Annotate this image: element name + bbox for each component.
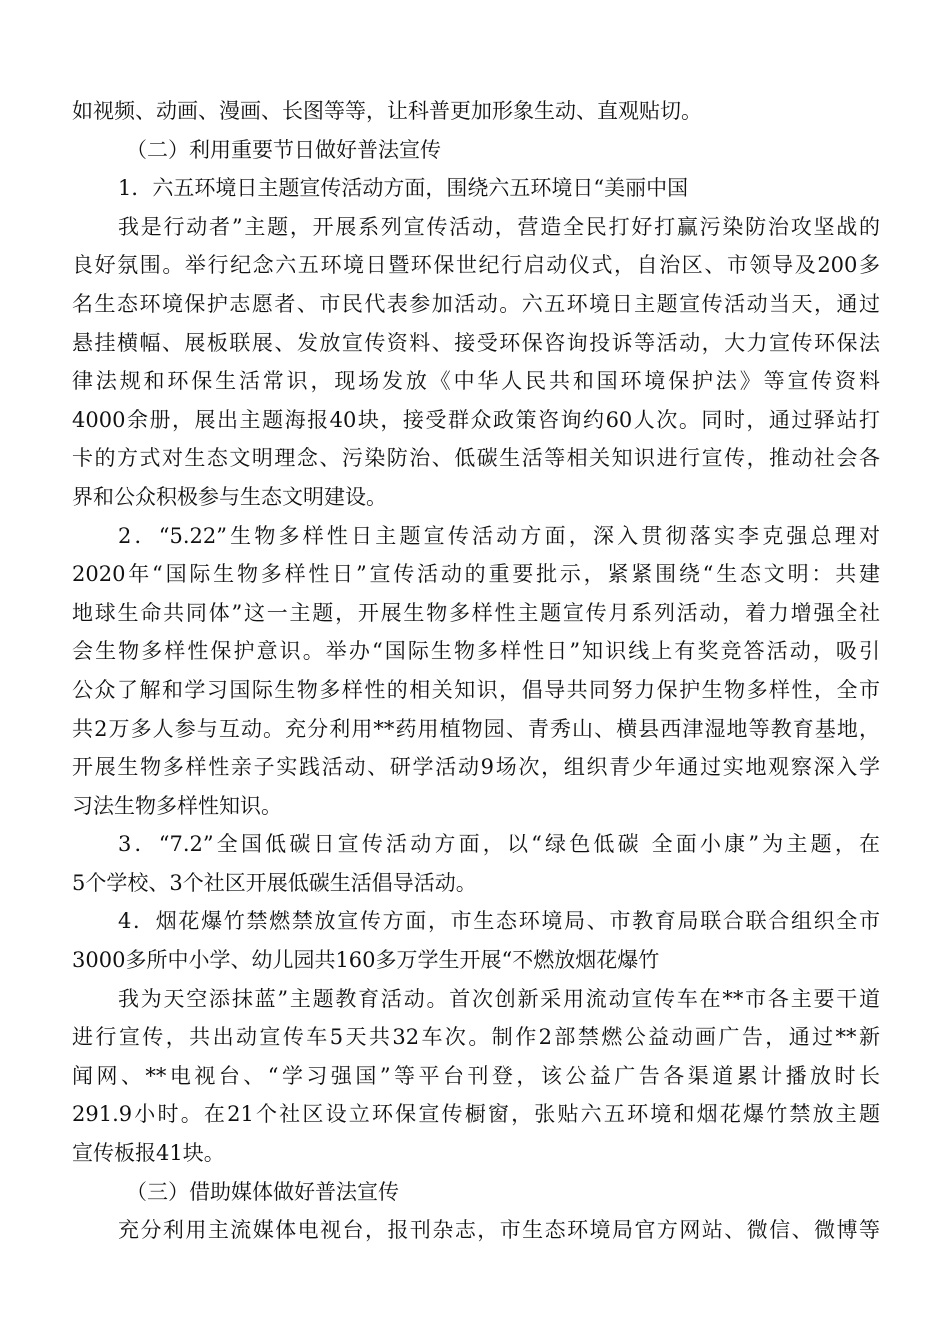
text-line: 进行宣传，共出动宣传车5天共32车次。制作2部禁燃公益动画广告，通过**新 [72,1025,880,1050]
text-line: 习法生物多样性知识。 [72,793,282,818]
text-line: 悬挂横幅、展板联展、发放宣传资料、接受环保咨询投诉等活动，大力宣传环保法 [72,330,880,355]
text-line: 开展生物多样性亲子实践活动、研学活动9场次，组织青少年通过实地观察深入学 [72,755,880,780]
text-line: 卡的方式对生态文明理念、污染防治、低碳生活等相关知识进行宣传，推动社会各 [72,446,880,471]
text-line: 291.9小时。在21个社区设立环保宣传橱窗，张贴六五环境和烟花爆竹禁放主题 [72,1102,880,1127]
text-line: 名生态环境保护志愿者、市民代表参加活动。六五环境日主题宣传活动当天，通过 [72,291,880,316]
text-line: 我为天空添抹蓝”主题教育活动。首次创新采用流动宣传车在**市各主要干道 [118,986,880,1011]
text-line: 公众了解和学习国际生物多样性的相关知识，倡导共同努力保护生物多样性，全市 [72,677,880,702]
text-line: 5个学校、3个社区开展低碳生活倡导活动。 [72,870,477,895]
text-line: 我是行动者”主题，开展系列宣传活动，营造全民打好打赢污染防治攻坚战的 [118,214,880,239]
text-line: 充分利用主流媒体电视台，报刊杂志，市生态环境局官方网站、微信、微博等 [118,1218,880,1243]
paragraph-heading: 3．“7.2”全国低碳日宣传活动方面，以“绿色低碳 全面小康”为主题，在 [118,832,880,857]
text-line: 地球生命共同体”这一主题，开展生物多样性主题宣传月系列活动，着力增强全社 [72,600,880,625]
paragraph-heading: 4．烟花爆竹禁燃禁放宣传方面，市生态环境局、市教育局联合联合组织全市 [118,909,880,934]
section-heading: （二）利用重要节日做好普法宣传 [126,137,441,162]
paragraph-heading: 1．六五环境日主题宣传活动方面，围绕六五环境日“美丽中国 [118,176,689,201]
text-line: 共2万多人参与互动。充分利用**药用植物园、青秀山、横县西津湿地等教育基地， [72,716,880,741]
text-line: 律法规和环保生活常识，现场发放《中华人民共和国环境保护法》等宣传资料 [72,369,880,394]
text-line: 2020年“国际生物多样性日”宣传活动的重要批示，紧紧围绕“生态文明：共建 [72,562,880,587]
text-line: 如视频、动画、漫画、长图等等，让科普更加形象生动、直观贴切。 [72,99,702,123]
paragraph-heading: 2．“5.22”生物多样性日主题宣传活动方面，深入贯彻落实李克强总理对 [118,523,880,548]
text-line: 3000多所中小学、幼儿园共160多万学生开展“不燃放烟花爆竹 [72,948,660,973]
text-line: 宣传板报41块。 [72,1141,225,1166]
text-line: 界和公众积极参与生态文明建设。 [72,484,387,509]
text-line: 良好氛围。举行纪念六五环境日暨环保世纪行启动仪式，自治区、市领导及200多 [72,253,880,278]
text-line: 会生物多样性保护意识。举办“国际生物多样性日”知识线上有奖竞答活动，吸引 [72,639,880,664]
section-heading: （三）借助媒体做好普法宣传 [126,1179,399,1204]
text-line: 闻网、**电视台、“学习强国”等平台刊登，该公益广告各渠道累计播放时长 [72,1063,880,1088]
document-page [72,92,880,1250]
text-line: 4000余册，展出主题海报40块，接受群众政策咨询约60人次。同时，通过驿站打 [72,407,880,432]
